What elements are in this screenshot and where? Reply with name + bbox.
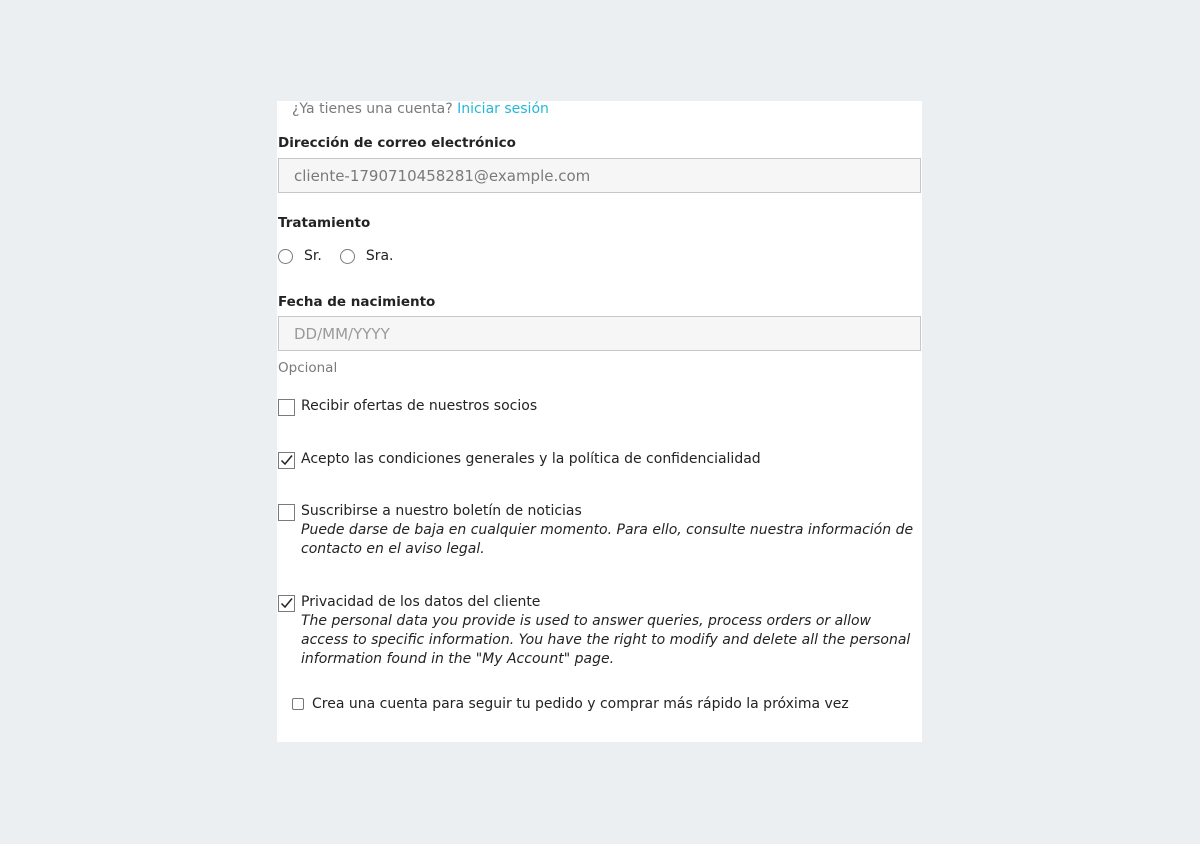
- birthdate-label: Fecha de nacimiento: [278, 294, 436, 310]
- check-icon: [280, 454, 293, 467]
- newsletter-checkbox[interactable]: [278, 504, 295, 521]
- birthdate-field[interactable]: [278, 316, 921, 351]
- create-account-row: [292, 696, 849, 712]
- privacy-description: The personal data you provide is used to answer queries, process orders or allow access to specific information. You have the right to modify and delete all the personal information found in the "My Account" page.: [301, 613, 911, 667]
- terms-row: [278, 452, 922, 469]
- newsletter-description: Puede darse de baja en cualquier momento. Para ello, consulte nuestra información de contacto en el aviso legal.: [301, 522, 914, 557]
- radio-sr[interactable]: [278, 249, 293, 264]
- title-label: Tratamiento: [278, 215, 371, 231]
- title-option-sr[interactable]: [278, 248, 322, 264]
- privacy-label: Privacidad de los datos del cliente: [301, 594, 541, 610]
- partner-offers-row: [278, 399, 922, 416]
- email-label: Dirección de correo electrónico: [278, 135, 516, 151]
- radio-sra-label: Sra.: [365, 248, 394, 264]
- login-question: ¿Ya tienes una cuenta?: [292, 101, 453, 117]
- partner-offers-checkbox[interactable]: [278, 399, 295, 416]
- title-option-sra[interactable]: [340, 248, 394, 264]
- terms-label: Acepto las condiciones generales y la política de confidencialidad: [301, 451, 761, 467]
- terms-checkbox[interactable]: [278, 452, 295, 469]
- check-icon: [280, 597, 293, 610]
- create-account-label: Crea una cuenta para seguir tu pedido y comprar más rápido la próxima vez: [312, 696, 849, 712]
- login-link[interactable]: Iniciar sesión: [457, 101, 549, 117]
- privacy-checkbox[interactable]: [278, 595, 295, 612]
- privacy-row: [278, 595, 922, 669]
- customer-form-panel: [277, 101, 922, 742]
- login-prompt: [292, 101, 549, 118]
- newsletter-row: [278, 504, 922, 559]
- email-field[interactable]: [278, 158, 921, 193]
- radio-sr-label: Sr.: [304, 248, 322, 264]
- create-account-checkbox[interactable]: [292, 698, 304, 710]
- newsletter-label: Suscribirse a nuestro boletín de noticias: [301, 503, 582, 519]
- partner-offers-label: Recibir ofertas de nuestros socios: [301, 398, 538, 414]
- birthdate-hint: Opcional: [278, 360, 338, 376]
- title-radio-group: [278, 246, 411, 266]
- radio-sra[interactable]: [340, 249, 355, 264]
